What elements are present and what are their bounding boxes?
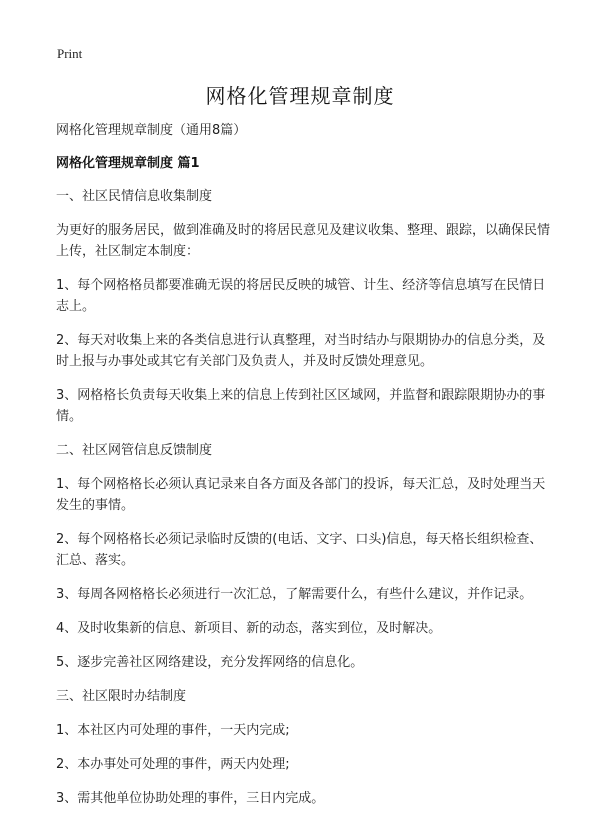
paragraph: 3、需其他单位协助处理的事件，三日内完成。 (56, 791, 325, 806)
section-heading: 网格化管理规章制度 篇1 (56, 156, 200, 171)
paragraph: 3、每周各网格格长必须进行一次汇总，了解需要什么，有些什么建议，并作记录。 (56, 587, 533, 602)
paragraph: 3、网格格长负责每天收集上来的信息上传到社区区域网，并监督和跟踪限期协办的事情。 (56, 388, 546, 424)
paragraph: 2、每天对收集上来的各类信息进行认真整理，对当时结办与限期协办的信息分类，及时上报与办事处或其它有关部门及负责人，并及时反馈处理意见。 (56, 333, 546, 369)
print-label: Print (57, 46, 83, 61)
paragraph: 1、每个网格格员都要准确无误的将居民反映的城管、计生、经济等信息填写在民情日志上。 (56, 278, 546, 314)
paragraph: 1、每个网格格长必须认真记录来自各方面及各部门的投诉，每天汇总，及时处理当天发生的事情。 (56, 477, 546, 513)
paragraph: 2、本办事处可处理的事件，两天内处理; (56, 757, 290, 772)
document-subtitle: 网格化管理规章制度（通用8篇） (56, 123, 247, 138)
paragraph: 1、本社区内可处理的事件，一天内完成; (56, 723, 290, 738)
page-title: 网格化管理规章制度 (205, 84, 395, 108)
paragraph: 5、逐步完善社区网络建设，充分发挥网络的信息化。 (56, 655, 364, 670)
paragraph: 4、及时收集新的信息、新项目、新的动态，落实到位，及时解决。 (56, 621, 442, 636)
document-body (56, 120, 552, 822)
paragraph: 二、社区网管信息反馈制度 (56, 443, 213, 458)
paragraph: 三、社区限时办结制度 (56, 689, 187, 704)
paragraph: 2、每个网格格长必须记录临时反馈的(电话、文字、口头)信息，每天格长组织检查、汇总、落实。 (56, 532, 543, 568)
paragraph: 为更好的服务居民，做到准确及时的将居民意见及建议收集、整理、跟踪，以确保民情上传，社区制定本制度： (56, 223, 551, 259)
paragraph: 一、社区民情信息收集制度 (56, 189, 213, 204)
